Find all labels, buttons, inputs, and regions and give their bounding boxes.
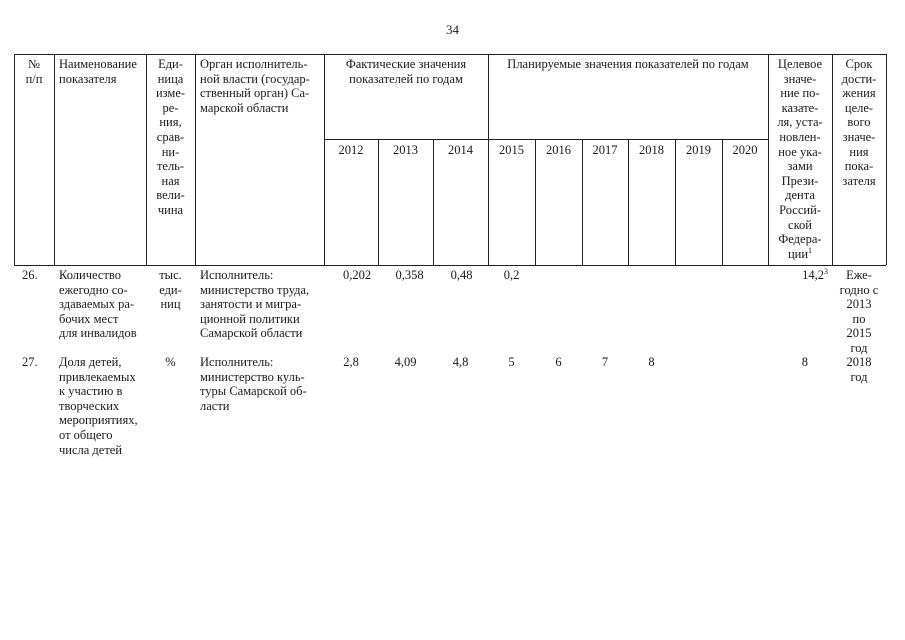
value-2013: 0,358 [395, 268, 424, 282]
unit: % [165, 355, 176, 369]
indicator-name: Количество ежегодно со- здаваемых ра- бочих мест для инвалидов [59, 268, 137, 341]
row-number: 26. [22, 268, 38, 282]
deadline: Еже- годно с 2013 по 2015 год [839, 268, 879, 355]
target-footnote: 3 [824, 266, 828, 276]
header-target-footnote: 1 [808, 245, 813, 255]
target-value [768, 355, 832, 370]
year-header: 2013 [393, 143, 418, 157]
year-header: 2017 [592, 143, 618, 157]
indicator-name: Доля детей, привлекаемых к участию в творческих мероприятиях, от общего числа детей [59, 355, 138, 457]
header-planned-values: Планируемые значения показателей по годам [507, 57, 749, 71]
header-organ: Орган исполнитель- ной власти (государ- ственный орган) Са- марской области [200, 57, 310, 115]
header-unit: Еди- ница изме- ре- ния, срав- ни- тель- ная вели- чина [155, 57, 186, 217]
deadline: 2018 год [846, 355, 872, 384]
year-header: 2012 [338, 143, 364, 157]
value-2015: 5 [508, 355, 515, 369]
header-name: Наименование показателя [59, 57, 137, 86]
row-number: 27. [22, 355, 38, 369]
header-target-text: Целевое значе- ние по- казате- ля, уста- новлен- ное ука- зами Прези- дента Россий- ской Федера- ции [777, 57, 823, 261]
value-2013: 4,09 [394, 355, 417, 369]
year-header: 2016 [546, 143, 571, 157]
value-2015: 0,2 [503, 268, 520, 282]
value-2012: 2,8 [343, 355, 359, 369]
page-number: 34 [446, 22, 459, 37]
value-2018: 8 [648, 355, 655, 369]
year-header: 2018 [639, 143, 664, 157]
year-header: 2020 [732, 143, 758, 157]
header-deadline: Срок дости- жения целе- вого значе- ния пока- зателя [841, 57, 877, 188]
value-2014: 0,48 [450, 268, 473, 282]
value-2014: 4,8 [452, 355, 469, 369]
header-actual-values: Фактические значения показателей по годам [345, 57, 467, 86]
value-2017: 7 [601, 355, 609, 369]
year-header: 2015 [499, 143, 524, 157]
target-value-text: 14,2 [802, 268, 824, 282]
target-value-text: 8 [801, 355, 808, 369]
value-2012: 0,202 [342, 268, 372, 282]
year-header: 2019 [686, 143, 711, 157]
header-target [768, 57, 832, 261]
target-value [768, 268, 832, 283]
year-header: 2014 [448, 143, 473, 157]
header-num: № п/п [25, 57, 43, 86]
executor: Исполнитель: министерство куль- туры Самарской об- ласти [200, 355, 307, 413]
value-2016: 6 [555, 355, 562, 369]
executor: Исполнитель: министерство труда, занятости и мигра- ционной политики Самарской области [200, 268, 310, 341]
unit: тыс. еди- ниц [159, 268, 182, 312]
